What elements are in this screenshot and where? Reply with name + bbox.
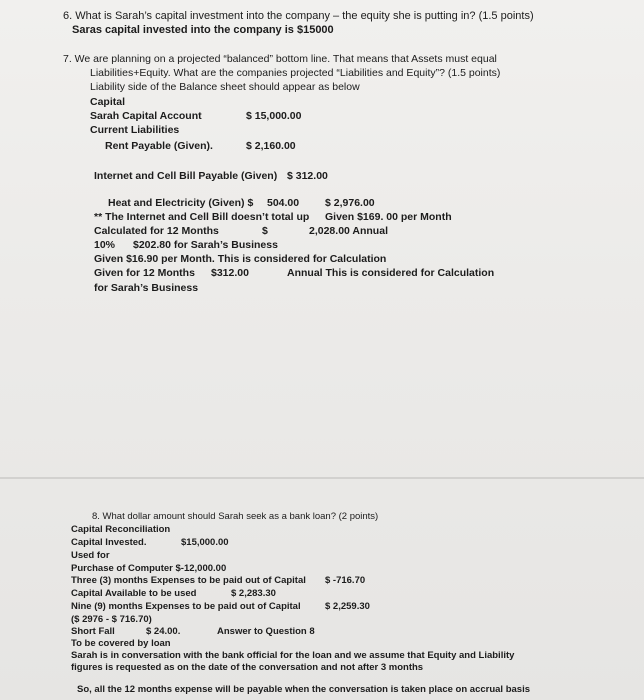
- conversation-line-1: Sarah is in conversation with the bank official for the loan and we assume that Equity and Liability: [71, 650, 515, 661]
- given-12-months-label: Given for 12 Months: [94, 267, 195, 279]
- q6-answer: Saras capital invested into the company is $15000: [72, 24, 334, 36]
- sarah-capital-label: Sarah Capital Account: [90, 110, 202, 122]
- sarah-capital-value: $ 15,000.00: [246, 110, 302, 122]
- conversation-line-2: figures is requested as on the date of the conversation and not after 3 months: [71, 662, 424, 673]
- ten-percent-value: $202.80 for Sarah’s Business: [133, 239, 278, 251]
- internet-note-label: ** The Internet and Cell Bill doesn’t total up: [94, 211, 310, 223]
- calc-12-months-label: Calculated for 12 Months: [94, 225, 219, 237]
- calc-line: ($ 2976 - $ 716.70): [71, 614, 152, 625]
- q7-question-line3: Liability side of the Balance sheet should appear as below: [90, 81, 360, 93]
- short-fall-value: $ 24.00.: [146, 626, 181, 637]
- capital-reconciliation: Capital Reconciliation: [71, 524, 171, 535]
- purchase-computer: Purchase of Computer $-12,000.00: [71, 563, 227, 574]
- current-liabilities: Current Liabilities: [90, 124, 180, 136]
- q7-question-line2: Liabilities+Equity. What are the companies projected “Liabilities and Equity”? (1.5 points): [90, 67, 501, 79]
- capital-available-label: Capital Available to be used: [71, 588, 197, 599]
- given-monthly-line: Given $16.90 per Month. This is considered for Calculation: [94, 253, 387, 265]
- internet-bill-value: $ 312.00: [287, 170, 328, 182]
- heat-electricity-label: Heat and Electricity (Given) $: [108, 197, 254, 209]
- for-sarah-business: for Sarah’s Business: [94, 282, 199, 294]
- final-line: So, all the 12 months expense will be payable when the conversation is taken place on accrual basis: [77, 684, 530, 695]
- capital-invested-value: $15,000.00: [181, 537, 229, 548]
- three-months-label: Three (3) months Expenses to be paid out of Capital: [71, 575, 306, 586]
- short-fall-label: Short Fall: [71, 626, 115, 637]
- rent-payable-value: $ 2,160.00: [246, 140, 296, 152]
- calc-12-months-value: 2,028.00 Annual: [309, 225, 388, 237]
- q7-question-line1: 7. We are planning on a projected “balanced” bottom line. That means that Assets must equal: [63, 53, 497, 65]
- page-crease: [0, 477, 644, 479]
- internet-bill-label: Internet and Cell Bill Payable (Given): [94, 170, 278, 182]
- capital-available-value: $ 2,283.30: [231, 588, 276, 599]
- current-liabilities-total: $ 2,976.00: [325, 197, 375, 209]
- rent-payable-label: Rent Payable (Given).: [105, 140, 213, 152]
- answer-label: Answer to Question 8: [217, 626, 315, 637]
- used-for: Used for: [71, 550, 110, 561]
- nine-months-value: $ 2,259.30: [325, 601, 370, 612]
- capital-heading: Capital: [90, 96, 126, 108]
- heat-electricity-value: 504.00: [267, 197, 300, 209]
- loan-line: To be covered by loan: [71, 638, 171, 649]
- three-months-value: $ -716.70: [325, 575, 366, 586]
- calc-12-months-dollar: $: [262, 225, 268, 237]
- given-12-months-note: Annual This is considered for Calculation: [287, 267, 495, 279]
- nine-months-label: Nine (9) months Expenses to be paid out of Capital: [71, 601, 301, 612]
- internet-note-given: Given $169. 00 per Month: [325, 211, 452, 223]
- q6-question: 6. What is Sarah’s capital investment into the company – the equity she is putting in? (1.5 points): [63, 10, 534, 22]
- given-12-months-value: $312.00: [211, 267, 249, 279]
- capital-invested-label: Capital Invested.: [71, 537, 147, 548]
- q8-question: 8. What dollar amount should Sarah seek as a bank loan? (2 points): [92, 511, 379, 522]
- ten-percent-label: 10%: [94, 239, 116, 251]
